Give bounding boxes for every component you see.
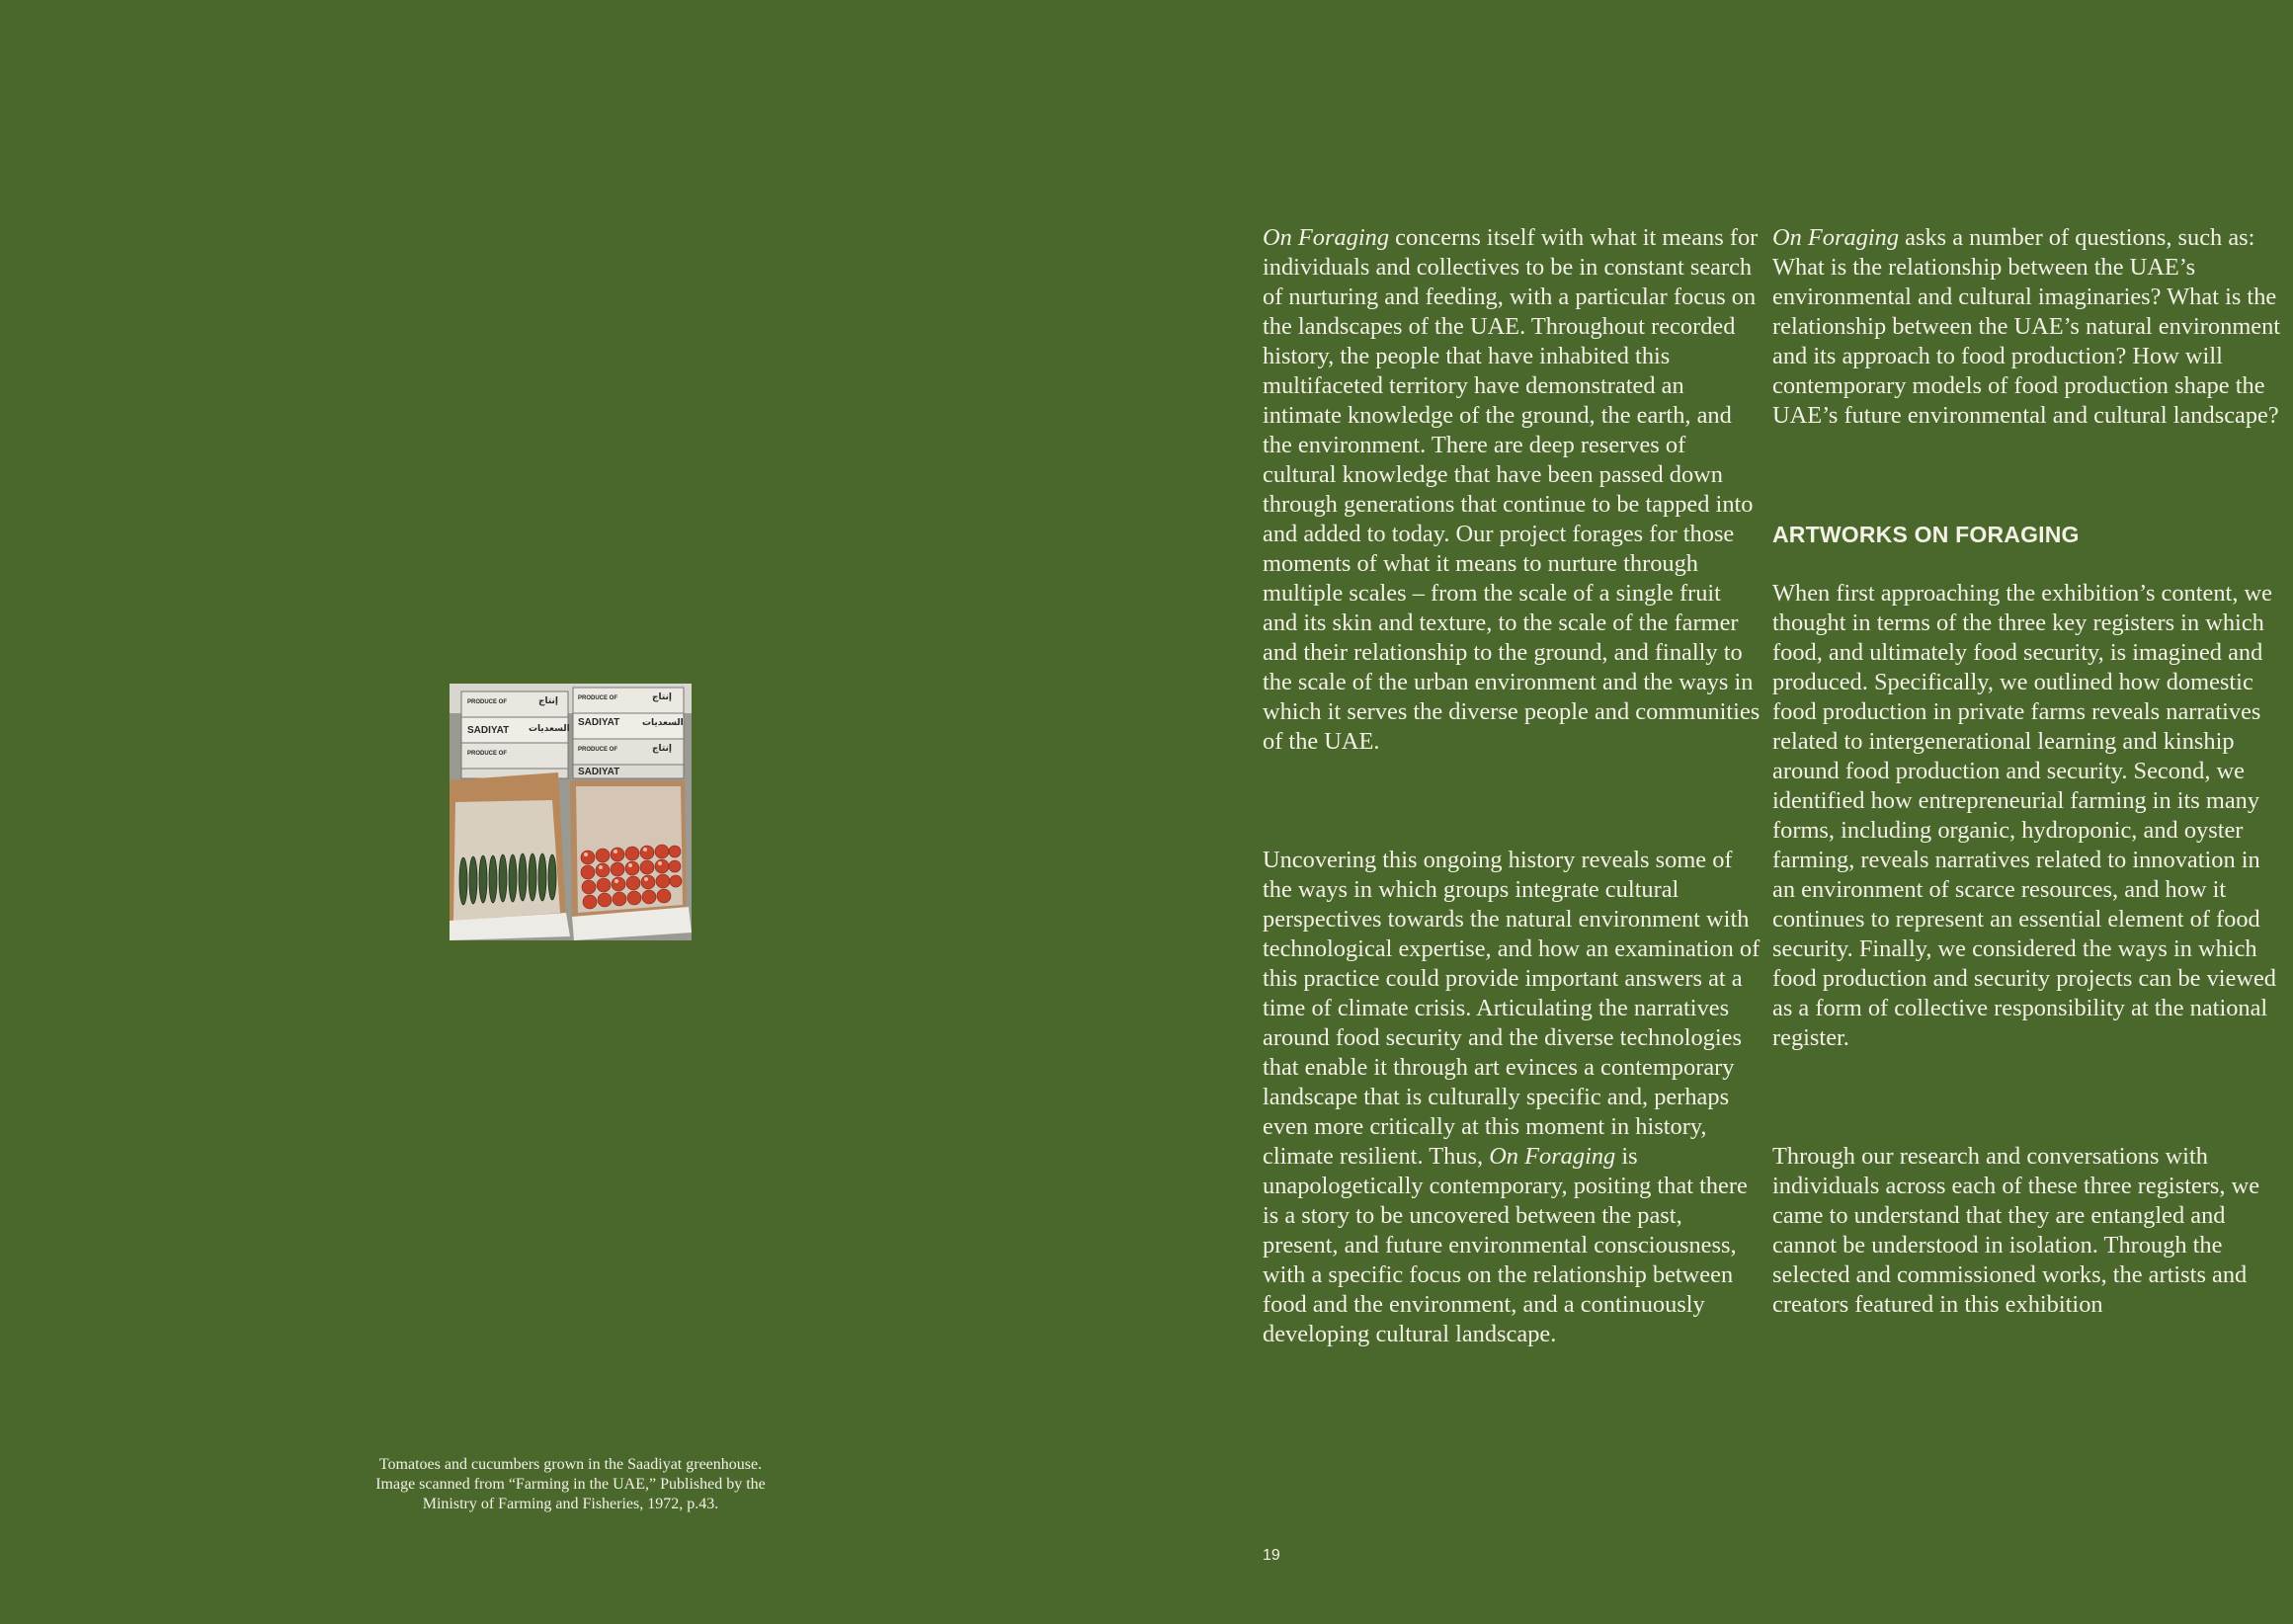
body-paragraph: Through our research and conversations with individuals across each of these three registers, we came to understand that they are entangled and cannot be understood in isolation. Through the selected and commissioned works, the artists and creators featured in this exhibition (1772, 1143, 2260, 1318)
paragraph-text: concerns itself with what it means for individuals and collectives to be in constant search of nurturing and feeding, with a particular focus on the landscapes of the UAE. Throughout recorded history, the people that have inhabited this multifaceted territory have demonstrated an intimate knowledge of the ground, the earth, and the environment. There are deep reserves of cultural knowledge that have been passed down through generations that continue to be tapped into and added to today. Our project forages for those moments of what it means to nurture through multiple scales – from the scale of a single fruit and its skin and texture, to the scale of the farmer and their relationship to the ground, and finally to the scale of the urban environment and the ways in which it serves the diverse people and communities of the UAE. (1263, 224, 1761, 755)
cucumber-box (450, 772, 570, 940)
paragraph-text: is unapologetically contemporary, positing that there is a story to be uncovered between the past, present, and future environmental consciousness, with a specific focus on the relationship between food and the environment, and a continuously developing cultural landscape. (1263, 1143, 1748, 1347)
body-paragraph (1772, 223, 2281, 431)
box-label-produce: PRODUCE OF (578, 747, 618, 753)
box-label-produce: PRODUCE OF (578, 695, 618, 701)
caption-line: Image scanned from “Farming in the UAE,” Published by the (375, 1476, 766, 1493)
paragraph-text: asks a number of questions, such as: What is the relationship between the UAE’s environmental and cultural imaginaries? What is the relationship between the UAE’s natural environment and its approach to food production? How will contemporary models of food production shape the UAE’s future environmental and cultural landscape? (1772, 224, 2281, 429)
box-label-brand: SADIYAT (578, 767, 620, 777)
box-label-produce: PRODUCE OF (467, 699, 508, 705)
box-label-arabic: السعديات (642, 717, 684, 727)
caption-line: Ministry of Farming and Fisheries, 1972, p.43. (422, 1496, 719, 1512)
box-label-brand: SADIYAT (578, 717, 620, 728)
box-label-arabic: إنتاج (652, 743, 673, 753)
produce-boxes-illustration (450, 684, 692, 940)
box-label-arabic: السعديات (529, 723, 570, 733)
body-paragraph (1263, 223, 1761, 757)
text-column-right (1772, 223, 2281, 1320)
body-paragraph (1263, 846, 1761, 1349)
box-label-arabic: إنتاج (652, 691, 673, 701)
exhibition-title: On Foraging (1772, 224, 1900, 251)
caption-line: Tomatoes and cucumbers grown in the Saadiyat greenhouse. (378, 1456, 763, 1473)
page-number: 19 (1263, 1547, 1280, 1564)
section-heading: ARTWORKS ON FORAGING (1772, 522, 2080, 547)
produce-boxes-photo (450, 684, 692, 940)
text-column-left (1263, 223, 1761, 1349)
exhibition-title: On Foraging (1263, 224, 1390, 251)
paragraph-text: Uncovering this ongoing history reveals some of the ways in which groups integrate cultural perspectives towards the natural environment with technological expertise, and how an examination of this practice could provide important answers at a time of climate crisis. Articulating the narratives around food security and the diverse technologies that enable it through art evinces a contemporary landscape that is culturally specific and, perhaps even more critically at this moment in history, climate resilient. Thus, (1263, 847, 1761, 1170)
image-caption (326, 1455, 815, 1514)
body-paragraph: When first approaching the exhibition’s content, we thought in terms of the three key registers in which food, and ultimately food security, is imagined and produced. Specifically, we outlined how domestic food production in private farms reveals narratives related to intergenerational learning and kinship around food production and security. Second, we identified how entrepreneurial farming in its many forms, including organic, hydroponic, and oyster farming, reveals narratives related to innovation in an environment of scarce resources, and how it continues to represent an essential element of food security. Finally, we considered the ways in which food production and security projects can be viewed as a form of collective responsibility at the national register. (1772, 580, 2277, 1051)
box-label-brand: SADIYAT (467, 725, 510, 736)
box-label-produce: PRODUCE OF (467, 751, 508, 757)
tomato-box (570, 780, 692, 940)
box-label-arabic: إنتاج (538, 695, 559, 705)
exhibition-title: On Foraging (1489, 1143, 1616, 1170)
